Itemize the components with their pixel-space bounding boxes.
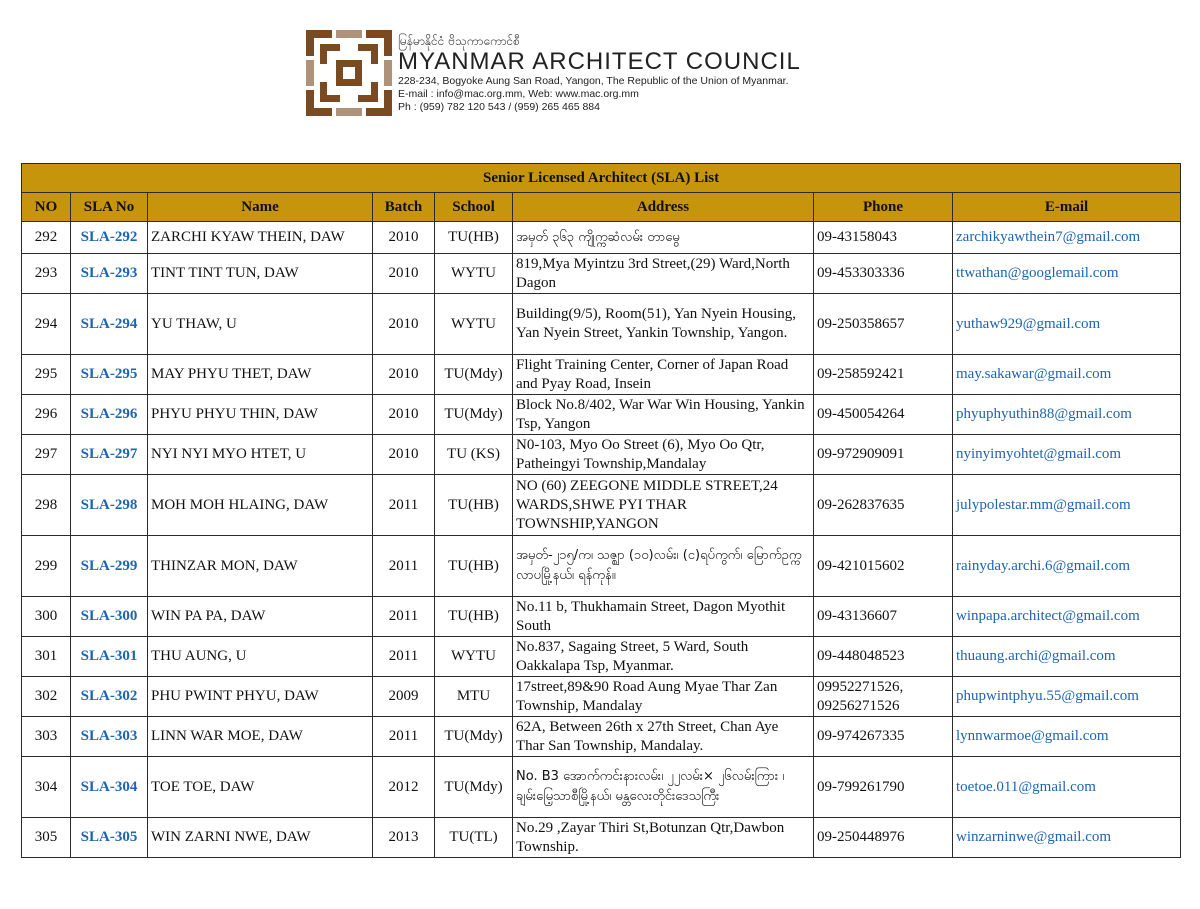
row-name: WIN ZARNI NWE, DAW (148, 818, 373, 858)
row-school: TU(Mdy) (435, 757, 513, 818)
row-email-link[interactable]: winzarninwe@gmail.com (953, 818, 1181, 858)
letterhead (306, 30, 906, 120)
burmese-title: မြန်မာနိုင်ငံ ဗိသုကာကောင်စီ (398, 34, 520, 48)
row-address: အမှတ် ၃၆၃ ကျိုက္ကဆံလမ်း တာမွေ (513, 222, 814, 254)
row-name: TINT TINT TUN, DAW (148, 254, 373, 294)
row-address: No. B3 အောက်ကင်းနားလမ်း၊ ၂၂လမ်း× ၂၆လမ်းကြား ၊ချမ်းမြေ့သာစီမြို့နယ်၊ မန္တလေးတိုင်းဒေသကြီး (513, 757, 814, 818)
row-address: 62A, Between 26th x 27th Street, Chan Aye Thar San Township, Mandalay. (513, 717, 814, 757)
row-name: ZARCHI KYAW THEIN, DAW (148, 222, 373, 254)
row-school: TU(HB) (435, 597, 513, 637)
organization-name: MYANMAR ARCHITECT COUNCIL (398, 48, 801, 75)
table-row (22, 475, 1181, 536)
row-sla-no-link[interactable]: SLA-303 (71, 717, 148, 757)
table-row (22, 355, 1181, 395)
row-name: TOE TOE, DAW (148, 757, 373, 818)
row-no: 298 (22, 475, 71, 536)
column-header-phone: Phone (814, 193, 953, 222)
column-header-batch: Batch (373, 193, 435, 222)
row-sla-no-link[interactable]: SLA-305 (71, 818, 148, 858)
row-address: 819,Mya Myintzu 3rd Street,(29) Ward,North Dagon (513, 254, 814, 294)
table-row (22, 395, 1181, 435)
row-school: TU(TL) (435, 818, 513, 858)
row-phone: 09-450054264 (814, 395, 953, 435)
table-row (22, 818, 1181, 858)
row-sla-no-link[interactable]: SLA-297 (71, 435, 148, 475)
row-school: TU(HB) (435, 222, 513, 254)
row-no: 296 (22, 395, 71, 435)
row-phone: 09-974267335 (814, 717, 953, 757)
row-email-link[interactable]: winpapa.architect@gmail.com (953, 597, 1181, 637)
row-email-link[interactable]: phyuphyuthin88@gmail.com (953, 395, 1181, 435)
row-phone: 09-972909091 (814, 435, 953, 475)
row-phone: 09-799261790 (814, 757, 953, 818)
row-address: Flight Training Center, Corner of Japan Road and Pyay Road, Insein (513, 355, 814, 395)
row-phone: 09-421015602 (814, 536, 953, 597)
row-address: Block No.8/402, War War Win Housing, Yankin Tsp, Yangon (513, 395, 814, 435)
row-name: YU THAW, U (148, 294, 373, 355)
row-address: N0-103, Myo Oo Street (6), Myo Oo Qtr, Patheingyi Township,Mandalay (513, 435, 814, 475)
row-sla-no-link[interactable]: SLA-292 (71, 222, 148, 254)
row-email-link[interactable]: lynnwarmoe@gmail.com (953, 717, 1181, 757)
row-address: အမှတ်-၂၁၅/က၊ သဇ္ဈာ (၁၀)လမ်း၊ (င)ရပ်ကွက်၊ မြောက်ဥက္ကလာပမြို့နယ်၊ ရန်ကုန်။ (513, 536, 814, 597)
row-no: 299 (22, 536, 71, 597)
row-address: 17street,89&90 Road Aung Myae Thar Zan Township, Mandalay (513, 677, 814, 717)
row-batch: 2010 (373, 395, 435, 435)
row-school: MTU (435, 677, 513, 717)
table-row (22, 597, 1181, 637)
row-email-link[interactable]: phupwintphyu.55@gmail.com (953, 677, 1181, 717)
row-no: 305 (22, 818, 71, 858)
row-email-link[interactable]: nyinyimyohtet@gmail.com (953, 435, 1181, 475)
row-email-link[interactable]: may.sakawar@gmail.com (953, 355, 1181, 395)
row-school: WYTU (435, 294, 513, 355)
row-school: WYTU (435, 254, 513, 294)
row-batch: 2011 (373, 637, 435, 677)
row-school: TU(HB) (435, 536, 513, 597)
row-batch: 2010 (373, 435, 435, 475)
row-sla-no-link[interactable]: SLA-296 (71, 395, 148, 435)
row-address: No.29 ,Zayar Thiri St,Botunzan Qtr,Dawbon Township. (513, 818, 814, 858)
row-school: TU(HB) (435, 475, 513, 536)
row-school: TU (KS) (435, 435, 513, 475)
row-phone: 09-453303336 (814, 254, 953, 294)
table-title-row (22, 164, 1181, 193)
row-batch: 2011 (373, 597, 435, 637)
row-school: TU(Mdy) (435, 395, 513, 435)
row-no: 294 (22, 294, 71, 355)
column-header-email: E-mail (953, 193, 1181, 222)
letterhead-text (398, 33, 918, 114)
row-no: 303 (22, 717, 71, 757)
row-no: 293 (22, 254, 71, 294)
organization-contact: E-mail : info@mac.org.mm, Web: www.mac.org.mm (398, 88, 639, 100)
table-row (22, 677, 1181, 717)
column-header-address: Address (513, 193, 814, 222)
row-name: PHYU PHYU THIN, DAW (148, 395, 373, 435)
table-row (22, 717, 1181, 757)
row-batch: 2011 (373, 717, 435, 757)
row-no: 304 (22, 757, 71, 818)
sla-table (21, 163, 1181, 858)
row-address: No.11 b, Thukhamain Street, Dagon Myothit South (513, 597, 814, 637)
row-sla-no-link[interactable]: SLA-295 (71, 355, 148, 395)
row-email-link[interactable]: thuaung.archi@gmail.com (953, 637, 1181, 677)
row-no: 301 (22, 637, 71, 677)
row-email-link[interactable]: rainyday.archi.6@gmail.com (953, 536, 1181, 597)
row-phone: 09-250448976 (814, 818, 953, 858)
row-school: WYTU (435, 637, 513, 677)
row-address: No.837, Sagaing Street, 5 Ward, South Oakkalapa Tsp, Myanmar. (513, 637, 814, 677)
row-sla-no-link[interactable]: SLA-294 (71, 294, 148, 355)
row-name: LINN WAR MOE, DAW (148, 717, 373, 757)
row-batch: 2010 (373, 254, 435, 294)
column-header-no: NO (22, 193, 71, 222)
row-phone: 09-262837635 (814, 475, 953, 536)
table-row (22, 222, 1181, 254)
row-sla-no-link[interactable]: SLA-304 (71, 757, 148, 818)
row-school: TU(Mdy) (435, 717, 513, 757)
column-header-school: School (435, 193, 513, 222)
row-name: NYI NYI MYO HTET, U (148, 435, 373, 475)
row-address: Building(9/5), Room(51), Yan Nyein Housing, Yan Nyein Street, Yankin Township, Yangon. (513, 294, 814, 355)
row-email-link[interactable]: zarchikyawthein7@gmail.com (953, 222, 1181, 254)
row-no: 300 (22, 597, 71, 637)
column-header-name: Name (148, 193, 373, 222)
row-phone: 09-448048523 (814, 637, 953, 677)
row-batch: 2013 (373, 818, 435, 858)
row-batch: 2010 (373, 355, 435, 395)
row-address: NO (60) ZEEGONE MIDDLE STREET,24 WARDS,SHWE PYI THAR TOWNSHIP,YANGON (513, 475, 814, 536)
row-sla-no-link[interactable]: SLA-293 (71, 254, 148, 294)
row-batch: 2011 (373, 475, 435, 536)
row-no: 295 (22, 355, 71, 395)
row-name: THINZAR MON, DAW (148, 536, 373, 597)
row-name: THU AUNG, U (148, 637, 373, 677)
row-name: WIN PA PA, DAW (148, 597, 373, 637)
table-row (22, 294, 1181, 355)
table-title: Senior Licensed Architect (SLA) List (22, 164, 1181, 193)
organization-address: 228-234, Bogyoke Aung San Road, Yangon, The Republic of the Union of Myanmar. (398, 75, 789, 87)
row-no: 297 (22, 435, 71, 475)
row-name: PHU PWINT PHYU, DAW (148, 677, 373, 717)
row-sla-no-link[interactable]: SLA-300 (71, 597, 148, 637)
table-row (22, 435, 1181, 475)
row-school: TU(Mdy) (435, 355, 513, 395)
row-email-link[interactable]: yuthaw929@gmail.com (953, 294, 1181, 355)
organization-phone: Ph : (959) 782 120 543 / (959) 265 465 884 (398, 101, 600, 113)
row-batch: 2011 (373, 536, 435, 597)
row-batch: 2012 (373, 757, 435, 818)
row-email-link[interactable]: toetoe.011@gmail.com (953, 757, 1181, 818)
table-row (22, 536, 1181, 597)
row-no: 292 (22, 222, 71, 254)
row-email-link[interactable]: julypolestar.mm@gmail.com (953, 475, 1181, 536)
row-batch: 2010 (373, 294, 435, 355)
row-batch: 2009 (373, 677, 435, 717)
row-phone: 09952271526, 09256271526 (814, 677, 953, 717)
row-no: 302 (22, 677, 71, 717)
row-phone: 09-43158043 (814, 222, 953, 254)
table-header-row (22, 193, 1181, 222)
row-sla-no-link[interactable]: SLA-298 (71, 475, 148, 536)
row-phone: 09-43136607 (814, 597, 953, 637)
row-sla-no-link[interactable]: SLA-301 (71, 637, 148, 677)
row-phone: 09-258592421 (814, 355, 953, 395)
row-email-link[interactable]: ttwathan@googlemail.com (953, 254, 1181, 294)
row-sla-no-link[interactable]: SLA-299 (71, 536, 148, 597)
row-name: MAY PHYU THET, DAW (148, 355, 373, 395)
table-row (22, 254, 1181, 294)
column-header-sla-no: SLA No (71, 193, 148, 222)
row-sla-no-link[interactable]: SLA-302 (71, 677, 148, 717)
row-name: MOH MOH HLAING, DAW (148, 475, 373, 536)
table-row (22, 757, 1181, 818)
row-phone: 09-250358657 (814, 294, 953, 355)
council-logo-icon (306, 30, 392, 116)
row-batch: 2010 (373, 222, 435, 254)
table-row (22, 637, 1181, 677)
